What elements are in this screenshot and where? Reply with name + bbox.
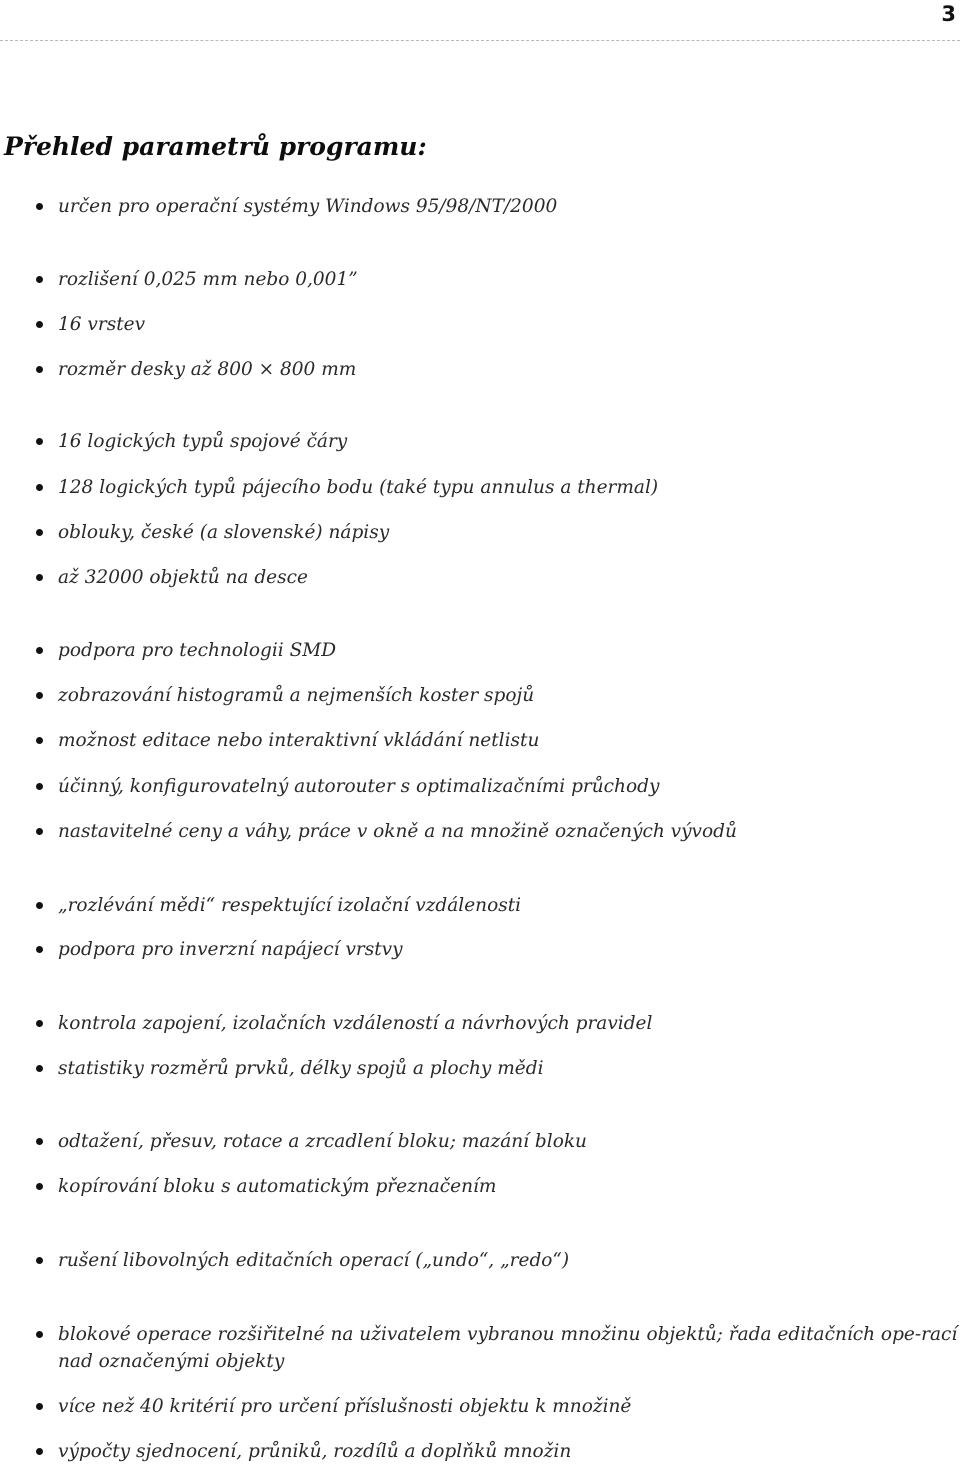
bullet-icon xyxy=(36,1257,43,1264)
bullet-icon xyxy=(36,902,43,909)
bullet-icon xyxy=(36,1331,43,1338)
list-item-text: 16 logických typů spojové čáry xyxy=(58,431,348,452)
bullet-icon xyxy=(36,737,43,744)
list-item-text: výpočty sjednocení, průniků, rozdílů a doplňků množin xyxy=(58,1441,572,1462)
bullet-icon xyxy=(36,647,43,654)
list-item-text: 128 logických typů pájecího bodu (také typu annulus a thermal) xyxy=(58,477,659,498)
list-item-text: podpora pro inverzní napájecí vrstvy xyxy=(58,939,403,960)
bullet-icon xyxy=(36,1065,43,1072)
list-item-text: statistiky rozměrů prvků, délky spojů a plochy mědi xyxy=(58,1058,544,1079)
bullet-icon xyxy=(36,783,43,790)
list-item-text: odtažení, přesuv, rotace a zrcadlení bloku; mazání bloku xyxy=(58,1131,587,1152)
bullet-icon xyxy=(36,366,43,373)
list-item-text: blokové operace rozšiřitelné na uživatelem vybranou množinu objektů; řada editačních ope-rací nad označenými objekty xyxy=(58,1324,958,1372)
section-title: Přehled parametrů programu: xyxy=(4,132,427,161)
list-item-text: rušení libovolných editačních operací („undo“, „redo“) xyxy=(58,1250,570,1271)
bullet-icon xyxy=(36,828,43,835)
list-item-text: oblouky, české (a slovenské) nápisy xyxy=(58,522,390,543)
bullet-icon xyxy=(36,484,43,491)
list-item-text: rozměr desky až 800 × 800 mm xyxy=(58,359,357,380)
list-item-text: kontrola zapojení, izolačních vzdáleností a návrhových pravidel xyxy=(58,1013,653,1034)
list-item-text: více než 40 kritérií pro určení příslušnosti objektu k množině xyxy=(58,1396,632,1417)
bullet-icon xyxy=(36,1403,43,1410)
list-item-text: nastavitelné ceny a váhy, práce v okně a na množině označených vývodů xyxy=(58,821,737,842)
bullet-icon xyxy=(36,321,43,328)
list-item-text: 16 vrstev xyxy=(58,314,146,335)
bullet-icon xyxy=(36,529,43,536)
bullet-icon xyxy=(36,1020,43,1027)
bullet-icon xyxy=(36,1448,43,1455)
bullet-icon xyxy=(36,574,43,581)
list-item-text: určen pro operační systémy Windows 95/98/NT/2000 xyxy=(58,196,558,217)
page-number: 3 xyxy=(941,2,956,26)
list-item-text: možnost editace nebo interaktivní vkládání netlistu xyxy=(58,730,540,751)
header-divider xyxy=(0,40,960,41)
list-item-text: až 32000 objektů na desce xyxy=(58,567,308,588)
bullet-icon xyxy=(36,692,43,699)
list-item-text: rozlišení 0,025 mm nebo 0,001” xyxy=(58,269,358,290)
list-item-text: účinný, konfigurovatelný autorouter s optimalizačními průchody xyxy=(58,776,660,797)
bullet-icon xyxy=(36,1183,43,1190)
list-item-text: „rozlévání mědi“ respektující izolační vzdálenosti xyxy=(58,895,522,916)
list-item-text: zobrazování histogramů a nejmenších koster spojů xyxy=(58,685,535,706)
bullet-icon xyxy=(36,438,43,445)
bullet-icon xyxy=(36,1138,43,1145)
list-item-text: kopírování bloku s automatickým přeznačením xyxy=(58,1176,497,1197)
bullet-icon xyxy=(36,203,43,210)
list-item-text: podpora pro technologii SMD xyxy=(58,640,337,661)
bullet-icon xyxy=(36,946,43,953)
bullet-icon xyxy=(36,276,43,283)
